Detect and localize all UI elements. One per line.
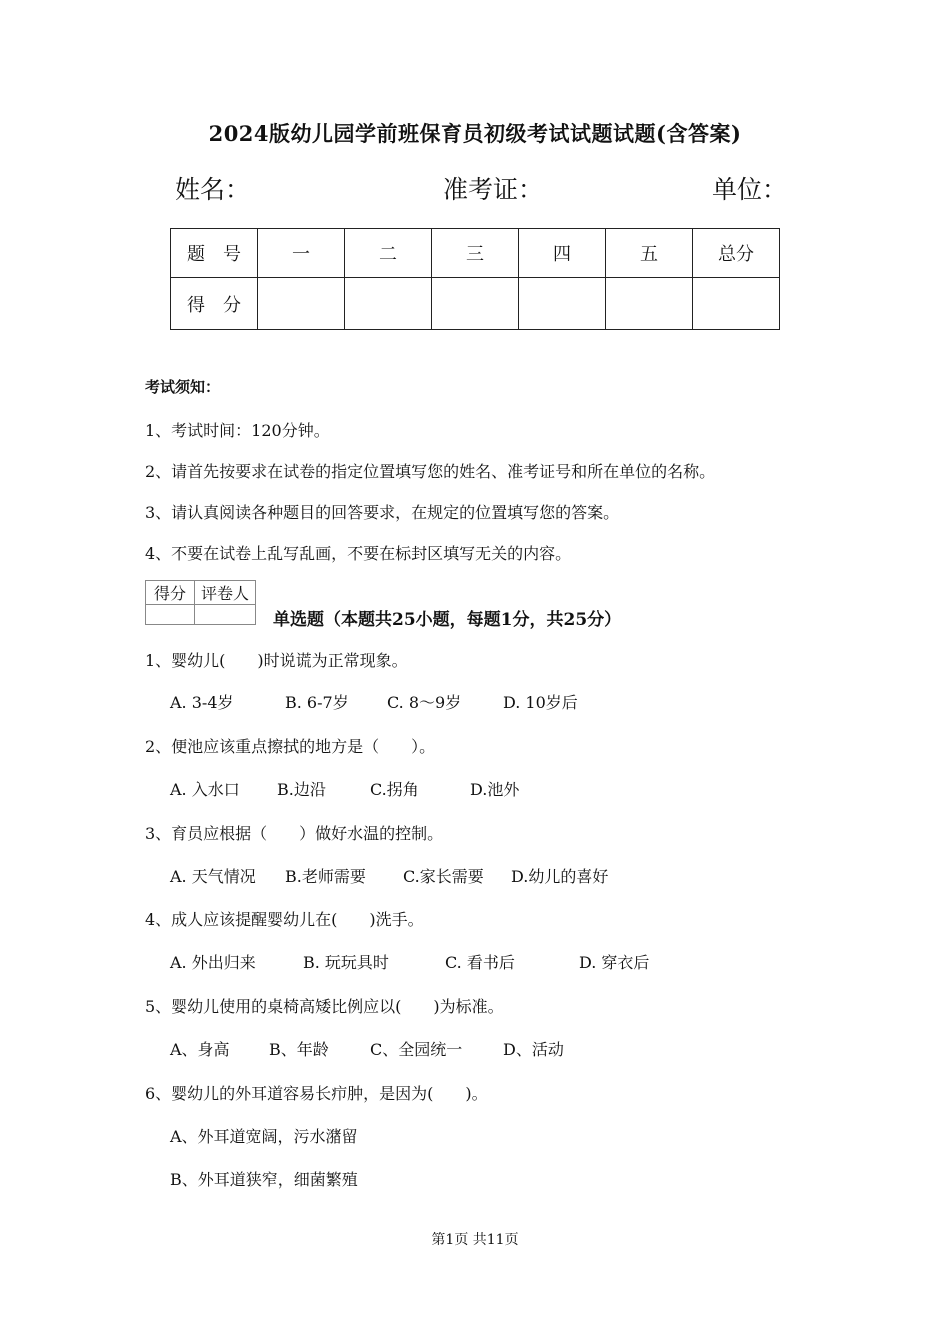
option-c: C. 看书后 — [445, 953, 515, 972]
option-c: C、全园统一 — [370, 1040, 463, 1059]
grader-reviewer-label: 评卷人 — [195, 581, 256, 605]
question-1: 1、婴幼儿( )时说谎为正常现象。 — [145, 651, 408, 670]
score-cell[interactable] — [519, 278, 606, 330]
option-b: B. 玩玩具时 — [303, 953, 389, 972]
option-d: D. 10岁后 — [503, 693, 578, 712]
exam-id-field-label: 准考证： — [443, 175, 544, 204]
option-b: B.老师需要 — [285, 867, 366, 886]
option-a: A. 天气情况 — [170, 867, 256, 886]
option-c: C.拐角 — [370, 780, 419, 799]
option-a: A. 外出归来 — [170, 953, 256, 972]
option-a: A. 3-4岁 — [170, 693, 234, 712]
option-b: B. 6-7岁 — [285, 693, 349, 712]
notice-item: 1、考试时间：120分钟。 — [145, 421, 330, 440]
score-cell[interactable] — [693, 278, 780, 330]
question-2: 2、便池应该重点擦拭的地方是（ ）。 — [145, 737, 436, 756]
page-footer: 第1页 共11页 — [431, 1232, 519, 1248]
header-cell-1: 一 — [258, 229, 345, 278]
question-4: 4、成人应该提醒婴幼儿在( )洗手。 — [145, 910, 424, 929]
score-table-score-row — [171, 278, 780, 330]
header-cell-3: 三 — [432, 229, 519, 278]
option-b: B、年龄 — [269, 1040, 329, 1059]
option-a: A、身高 — [170, 1040, 230, 1059]
score-row-label: 得 分 — [171, 278, 258, 330]
score-table-header-row — [171, 229, 780, 278]
grader-reviewer-cell[interactable] — [195, 605, 256, 625]
notice-item: 4、不要在试卷上乱写乱画，不要在标封区填写无关的内容。 — [145, 544, 572, 563]
section-title: 单选题（本题共25小题，每题1分，共25分） — [273, 610, 622, 630]
option-d: D、活动 — [503, 1040, 564, 1059]
question-6: 6、婴幼儿的外耳道容易长疖肿，是因为( )。 — [145, 1084, 488, 1103]
question-5: 5、婴幼儿使用的桌椅高矮比例应以( )为标准。 — [145, 997, 504, 1016]
score-cell[interactable] — [258, 278, 345, 330]
option-d: D.幼儿的喜好 — [511, 867, 609, 886]
score-cell[interactable] — [606, 278, 693, 330]
header-cell-question-no: 题 号 — [171, 229, 258, 278]
option-d: D. 穿衣后 — [579, 953, 650, 972]
grader-score-label: 得分 — [146, 581, 195, 605]
question-6-option-b: B、外耳道狭窄，细菌繁殖 — [170, 1170, 358, 1189]
option-a: A. 入水口 — [170, 780, 240, 799]
header-cell-total: 总分 — [693, 229, 780, 278]
notice-item: 3、请认真阅读各种题目的回答要求，在规定的位置填写您的答案。 — [145, 503, 620, 522]
grader-score-cell[interactable] — [146, 605, 195, 625]
question-6-option-a: A、外耳道宽阔，污水潴留 — [170, 1127, 358, 1146]
header-cell-5: 五 — [606, 229, 693, 278]
grader-box — [145, 580, 256, 625]
notice-heading: 考试须知： — [145, 378, 221, 396]
score-table — [170, 228, 780, 330]
option-d: D.池外 — [470, 780, 520, 799]
document-title: 2024版幼儿园学前班保育员初级考试试题试题(含答案) — [208, 121, 742, 146]
question-3: 3、育员应根据（ ）做好水温的控制。 — [145, 824, 444, 843]
name-field-label: 姓名： — [175, 175, 251, 204]
option-c: C. 8～9岁 — [387, 693, 462, 712]
header-cell-4: 四 — [519, 229, 606, 278]
unit-field-label: 单位： — [712, 175, 788, 204]
option-c: C.家长需要 — [403, 867, 484, 886]
score-cell[interactable] — [432, 278, 519, 330]
option-b: B.边沿 — [277, 780, 326, 799]
notice-item: 2、请首先按要求在试卷的指定位置填写您的姓名、准考证号和所在单位的名称。 — [145, 462, 716, 481]
header-cell-2: 二 — [345, 229, 432, 278]
score-cell[interactable] — [345, 278, 432, 330]
